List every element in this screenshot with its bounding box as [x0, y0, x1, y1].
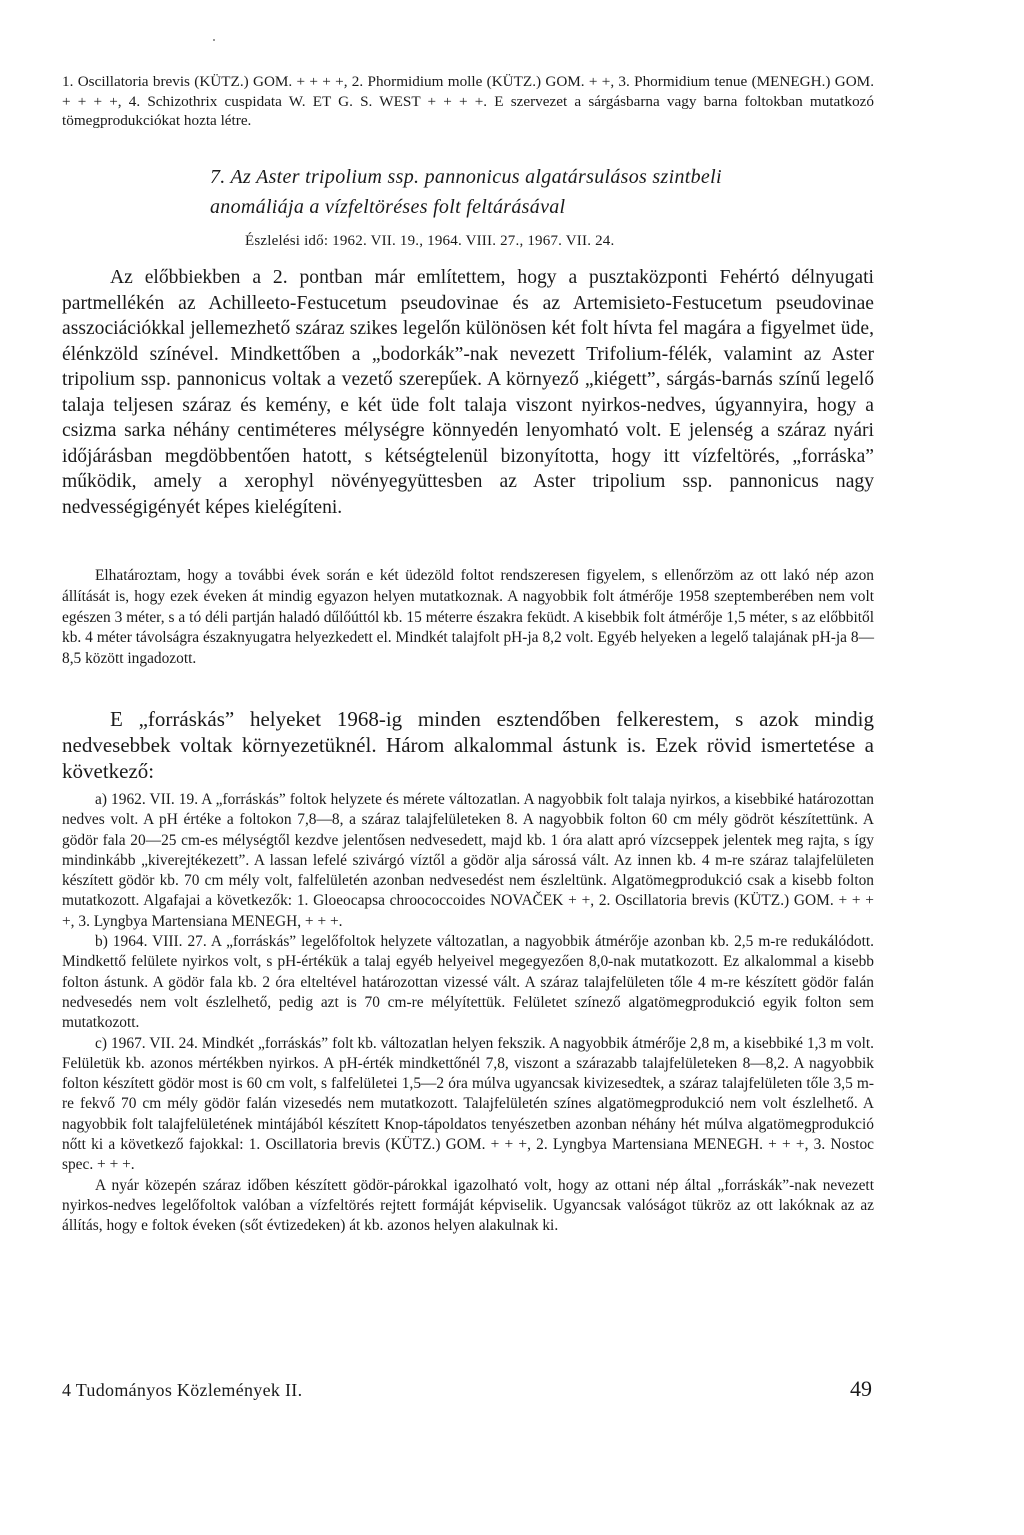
visits-paragraph	[62, 706, 874, 784]
species-list-paragraph	[62, 72, 874, 131]
species-list-text: 1. Oscillatoria brevis (KÜTZ.) GOM. + + + +, 2. Phormidium molle (KÜTZ.) GOM. + +, 3. Phormidium tenue (MENEGH.) GOM. + + + +, 4. Schizothrix cuspidata W. ET G. S. WEST + + + +. E szervezet a sárgásbarna vagy barna foltokban mutatkozó tömegprodukciókat hozta létre.	[62, 73, 874, 129]
closing-paragraph: A nyár közepén száraz időben készített gödör-párokkal igazolható volt, hogy az ottani nép által „forráskák”-nak nevezett nyirkos-nedves legelőfoltok valóban a vízfeltörés rejtett formáját képviselik. Ugyancsak valóságot tükröz az ott lakóknak az az állítás, hogy e foltok éveken (sőt évtizedeken) át kb. azonos helyen alakulnak ki.	[62, 1176, 874, 1235]
intro-paragraph	[62, 265, 874, 520]
speck	[213, 39, 215, 41]
intro-text: Az előbbiekben a 2. pontban már említettem, hogy a pusztaközponti Fehértó délnyugati partmellékén az Achilleeto-Festucetum pseudovinae és az Artemisieto-Festucetum pseudovinae asszociációkkal jellemezhető száraz szikes legelőn különösen két folt hívta fel magára a figyelmet üde, élénkzöld színével. Mindkettőben a „bodorkák”-nak nevezett Trifolium-félék, valamint az Aster tripolium ssp. pannonicus voltak a vezető szerepűek. A környező „kiégett”, sárgás-barnás színű legelő talaja teljesen száraz és kemény, e két üde folt talaja viszont nyirkos-nedves, úgyannyira, hogy a csizma sarka néhány centiméteres mélységre könnyedén lenyomható volt. E jelenség a száraz nyári időjárásban megdöbbentően hatott, s kétségtelenül bizonyította, hogy itt vízfeltörés, „forráska” működik, amely a xerophyl növényegyüttesben az Aster tripolium ssp. pannonicus nagy nedvességigényét képes kielégíteni.	[62, 267, 874, 518]
visits-text: E „forráskás” helyeket 1968-ig minden esztendőben felkerestem, s azok mindig nedvesebbek voltak környezetüknél. Három alkalommal ástunk is. Ezek rövid ismertetése a következő:	[62, 707, 874, 783]
page-number: 49	[850, 1376, 872, 1401]
observation-dates: Észlelési idő: 1962. VII. 19., 1964. VIII. 27., 1967. VII. 24.	[245, 233, 615, 249]
footer-journal: 4 Tudományos Közlemények II.	[62, 1380, 303, 1400]
plan-text: Elhatároztam, hogy a további évek során e két üdezöld foltot rendszeresen figyelem, s ellenőrzöm az ott lakó nép azon állítását is, hogy ezek éveken át mindig egyazon helyen mutatkoznak. A nagyobbik folt átmérője 1958 szeptemberében nem volt egészen 3 méter, s a tó déli partján haladó dűlőúttól kb. 15 méterre északra feküdt. A kisebbik folt átmérője 1,5 méter, s az előbbitől kb. 4 méter távolságra északnyugatra helyezkedett el. Mindkét talajfolt pH-ja 8,2 volt. Egyéb helyeken a legelő talajának pH-ja 8—8,5 között ingadozott.	[62, 567, 874, 668]
plan-paragraph	[62, 566, 874, 670]
note-b: b) 1964. VIII. 27. A „forráskás” legelőfoltok helyzete változatlan, a nagyobbik átmérője azonban kb. 2,5 m-re redukálódott. Mindkettő felülete nyirkos volt, s pH-értékük a talaj egyéb helyeivel megegyezően 8,0-nak mutatkozott. Ez alkalommal a kisebb folton ástunk. A gödör fala kb. 2 óra elteltével határozottan vizessé vált. A száraz talajfelületen tőle 4 m-re készített gödör falán nedvesedés nem volt észlelhető, pedig azt is 70 cm-re mélyítettük. Felületet színező algatömegprodukció egyik folton sem mutatkozott.	[62, 933, 874, 1032]
section-heading: 7. Az Aster tripolium ssp. pannonicus algatársulásos szintbeli anomáliája a vízfeltöréses folt feltárásával	[210, 166, 722, 218]
dig-notes	[62, 790, 874, 1237]
note-c: c) 1967. VII. 24. Mindkét „forráskás” folt kb. változatlan helyen fekszik. A nagyobbik átmérője 2,8 m, a kisebbiké 1,3 m volt. Felületük kb. azonos mértékben nyirkos. A pH-érték mindkettőnél 7,8, viszont a szárazabb talajfelületeken 8—8,2. A nagyobbik folton készített gödör most is 60 cm volt, s falfelületei 1,5—2 óra múlva ugyancsak kivizesedtek, a száraz talajfelületen tőle 3,5 m-re fekvő 70 cm mély gödör falán vizesedés nem mutatkozott. Talajfelületén színes algatömegprodukció nem volt észlelhető. A nagyobbik folt talajfelületének mintájából készített Knop-tápoldatos tenyészetben azonban néhány hét múlva algatömegprodukció nőtt ki a következő fajokkal: 1. Oscillatoria brevis (KÜTZ.) GOM. + + +, 2. Lyngbya Martensiana MENEGH. + + +, 3. Nostoc spec. + + +.	[62, 1034, 874, 1174]
note-a: a) 1962. VII. 19. A „forráskás” foltok helyzete és mérete változatlan. A nagyobbik folt talaja nyirkos, a kisebbiké határozottan nedves volt. A pH értéke a foltokon 7,8—8, a száraz talajfelületeken 8. A nagyobbik folton 60 cm mély gödröt készítettünk. A gödör fala 20—25 cm-es mélységtől kezdve jelentősen nedvesedett, majd kb. 1 óra alatt apró vízcseppek jelentek meg rajta, s így mindinkább „kiverejtékezett”. A lassan lefelé szivárgó víztől a gödör alja sárossá vált. Az innen kb. 4 m-re száraz talajfelületen készített gödör kb. 70 cm mély volt, falfelületén azonban nedvesedést nem észleltünk. Algatömegprodukció csak a kisebb folton mutatkozott. Algafajai a következők: 1. Gloeocapsa chroococcoides NOVAČEK + +, 2. Oscillatoria brevis (KÜTZ.) GOM. + + + +, 3. Lyngbya Martensiana MENEGH, + + +.	[62, 791, 874, 930]
